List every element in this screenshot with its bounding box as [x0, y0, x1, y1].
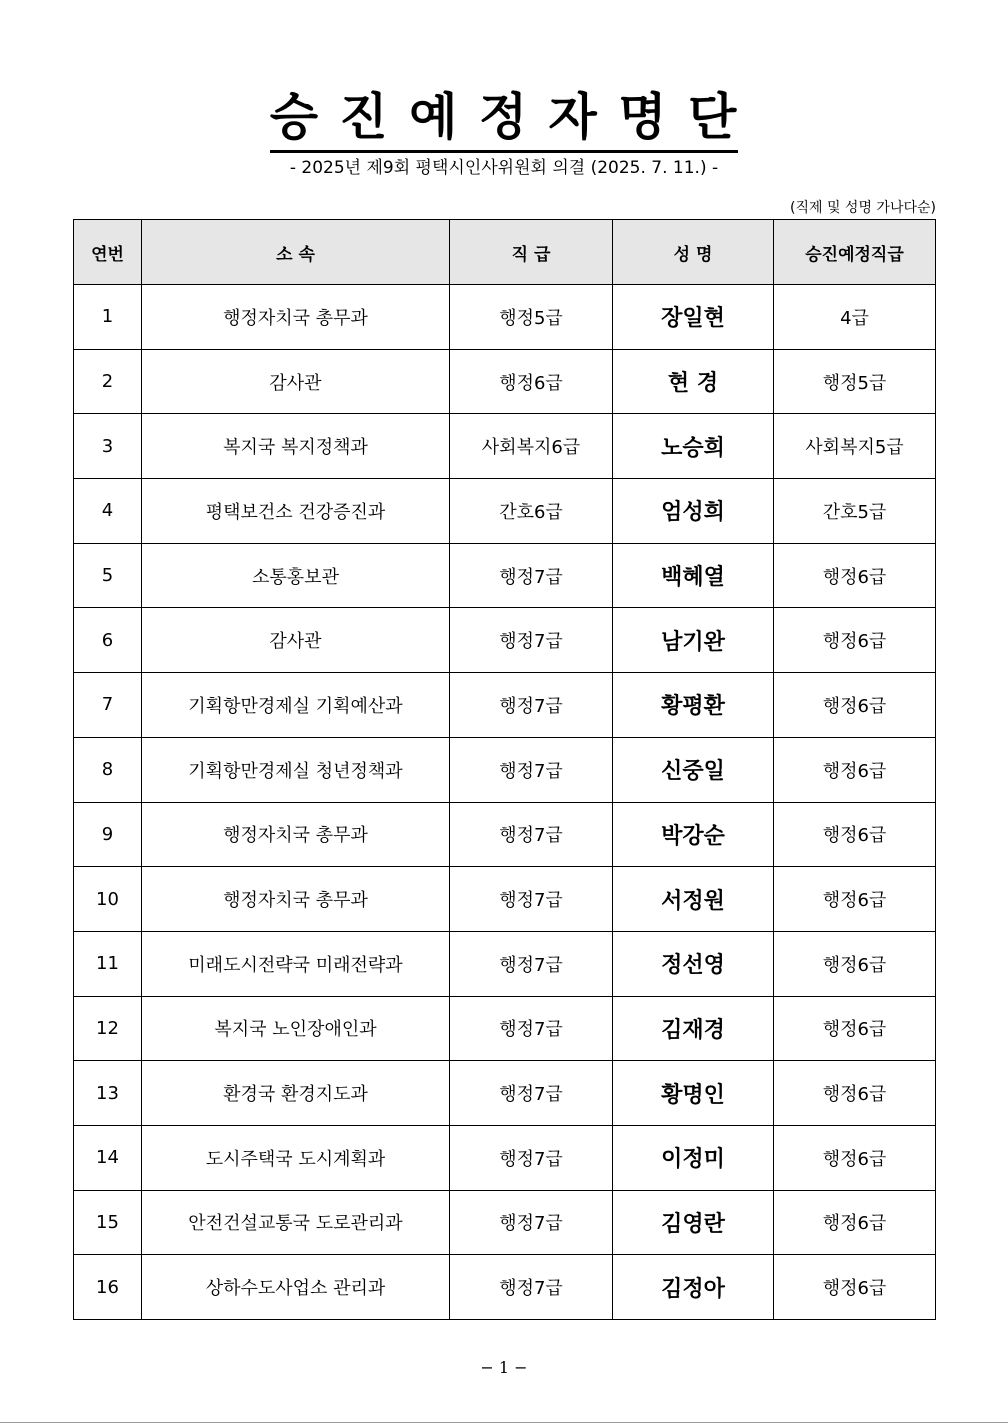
table-row [74, 1190, 936, 1255]
row-number: 8 [74, 737, 142, 802]
row-grade: 사회복지6급 [450, 414, 613, 479]
row-grade: 행정7급 [450, 543, 613, 608]
row-name: 정선영 [613, 931, 774, 996]
row-target-grade: 행정5급 [774, 349, 936, 414]
row-name: 이정미 [613, 1125, 774, 1190]
row-grade: 행정7급 [450, 1061, 613, 1126]
row-department: 행정자치국 총무과 [142, 867, 450, 932]
row-number: 6 [74, 608, 142, 673]
row-grade: 행정7급 [450, 1190, 613, 1255]
row-name: 신중일 [613, 737, 774, 802]
table-row [74, 414, 936, 479]
row-name: 박강순 [613, 802, 774, 867]
row-department: 감사관 [142, 608, 450, 673]
row-name: 남기완 [613, 608, 774, 673]
row-target-grade: 4급 [774, 285, 936, 350]
row-number: 15 [74, 1190, 142, 1255]
row-department: 행정자치국 총무과 [142, 802, 450, 867]
row-grade: 행정7급 [450, 1255, 613, 1320]
row-number: 16 [74, 1255, 142, 1320]
row-number: 11 [74, 931, 142, 996]
row-target-grade: 행정6급 [774, 996, 936, 1061]
header-number: 연번 [74, 220, 142, 285]
row-number: 2 [74, 349, 142, 414]
row-number: 1 [74, 285, 142, 350]
row-grade: 행정7급 [450, 996, 613, 1061]
table-row [74, 1255, 936, 1320]
row-department: 상하수도사업소 관리과 [142, 1255, 450, 1320]
row-grade: 행정7급 [450, 802, 613, 867]
row-grade: 간호6급 [450, 479, 613, 544]
row-number: 14 [74, 1125, 142, 1190]
row-department: 도시주택국 도시계획과 [142, 1125, 450, 1190]
document-subtitle: - 2025년 제9회 평택시인사위원회 의결 (2025. 7. 11.) - [289, 158, 719, 178]
row-target-grade: 행정6급 [774, 673, 936, 738]
row-grade: 행정7급 [450, 673, 613, 738]
row-name: 서정원 [613, 867, 774, 932]
row-grade: 행정7급 [450, 931, 613, 996]
row-number: 3 [74, 414, 142, 479]
row-department: 복지국 노인장애인과 [142, 996, 450, 1061]
row-name: 노승희 [613, 414, 774, 479]
row-department: 감사관 [142, 349, 450, 414]
row-number: 4 [74, 479, 142, 544]
row-grade: 행정7급 [450, 737, 613, 802]
table-row [74, 737, 936, 802]
promotion-table [73, 219, 936, 1320]
row-department: 복지국 복지정책과 [142, 414, 450, 479]
row-name: 김재경 [613, 996, 774, 1061]
page-number: − 1 − [480, 1358, 528, 1377]
row-target-grade: 행정6급 [774, 931, 936, 996]
row-target-grade: 간호5급 [774, 479, 936, 544]
row-number: 5 [74, 543, 142, 608]
row-grade: 행정5급 [450, 285, 613, 350]
row-target-grade: 행정6급 [774, 1125, 936, 1190]
row-name: 엄성희 [613, 479, 774, 544]
document-title-text: 승 진 예 정 자 명 단 [270, 86, 739, 153]
header-target-grade: 승진예정직급 [774, 220, 936, 285]
row-target-grade: 행정6급 [774, 867, 936, 932]
header-name: 성 명 [613, 220, 774, 285]
row-grade: 행정6급 [450, 349, 613, 414]
row-department: 안전건설교통국 도로관리과 [142, 1190, 450, 1255]
row-department: 기획항만경제실 청년정책과 [142, 737, 450, 802]
row-department: 행정자치국 총무과 [142, 285, 450, 350]
row-target-grade: 행정6급 [774, 543, 936, 608]
row-target-grade: 행정6급 [774, 1190, 936, 1255]
table-row [74, 673, 936, 738]
row-number: 13 [74, 1061, 142, 1126]
row-target-grade: 사회복지5급 [774, 414, 936, 479]
table-row [74, 1061, 936, 1126]
document-title [0, 86, 1008, 153]
row-department: 소통홍보관 [142, 543, 450, 608]
page-bottom-divider [0, 1422, 1008, 1423]
table-row [74, 608, 936, 673]
row-name: 김정아 [613, 1255, 774, 1320]
table-row [74, 1125, 936, 1190]
table-row [74, 867, 936, 932]
row-grade: 행정7급 [450, 608, 613, 673]
row-department: 환경국 환경지도과 [142, 1061, 450, 1126]
header-department: 소 속 [142, 220, 450, 285]
row-target-grade: 행정6급 [774, 1255, 936, 1320]
table-row [74, 349, 936, 414]
row-name: 황평환 [613, 673, 774, 738]
row-number: 7 [74, 673, 142, 738]
sort-order-note: (직제 및 성명 가나다순) [790, 200, 936, 216]
row-target-grade: 행정6급 [774, 737, 936, 802]
row-number: 10 [74, 867, 142, 932]
row-target-grade: 행정6급 [774, 1061, 936, 1126]
row-name: 장일현 [613, 285, 774, 350]
table-row [74, 931, 936, 996]
row-name: 현 경 [613, 349, 774, 414]
row-name: 백혜열 [613, 543, 774, 608]
table-row [74, 285, 936, 350]
header-grade: 직 급 [450, 220, 613, 285]
table-header-row [74, 220, 936, 285]
table-row [74, 543, 936, 608]
row-target-grade: 행정6급 [774, 802, 936, 867]
row-department: 미래도시전략국 미래전략과 [142, 931, 450, 996]
row-name: 황명인 [613, 1061, 774, 1126]
row-number: 9 [74, 802, 142, 867]
table-row [74, 479, 936, 544]
row-department: 평택보건소 건강증진과 [142, 479, 450, 544]
table-row [74, 802, 936, 867]
row-grade: 행정7급 [450, 867, 613, 932]
table-row [74, 996, 936, 1061]
row-number: 12 [74, 996, 142, 1061]
row-department: 기획항만경제실 기획예산과 [142, 673, 450, 738]
row-target-grade: 행정6급 [774, 608, 936, 673]
row-name: 김영란 [613, 1190, 774, 1255]
row-grade: 행정7급 [450, 1125, 613, 1190]
